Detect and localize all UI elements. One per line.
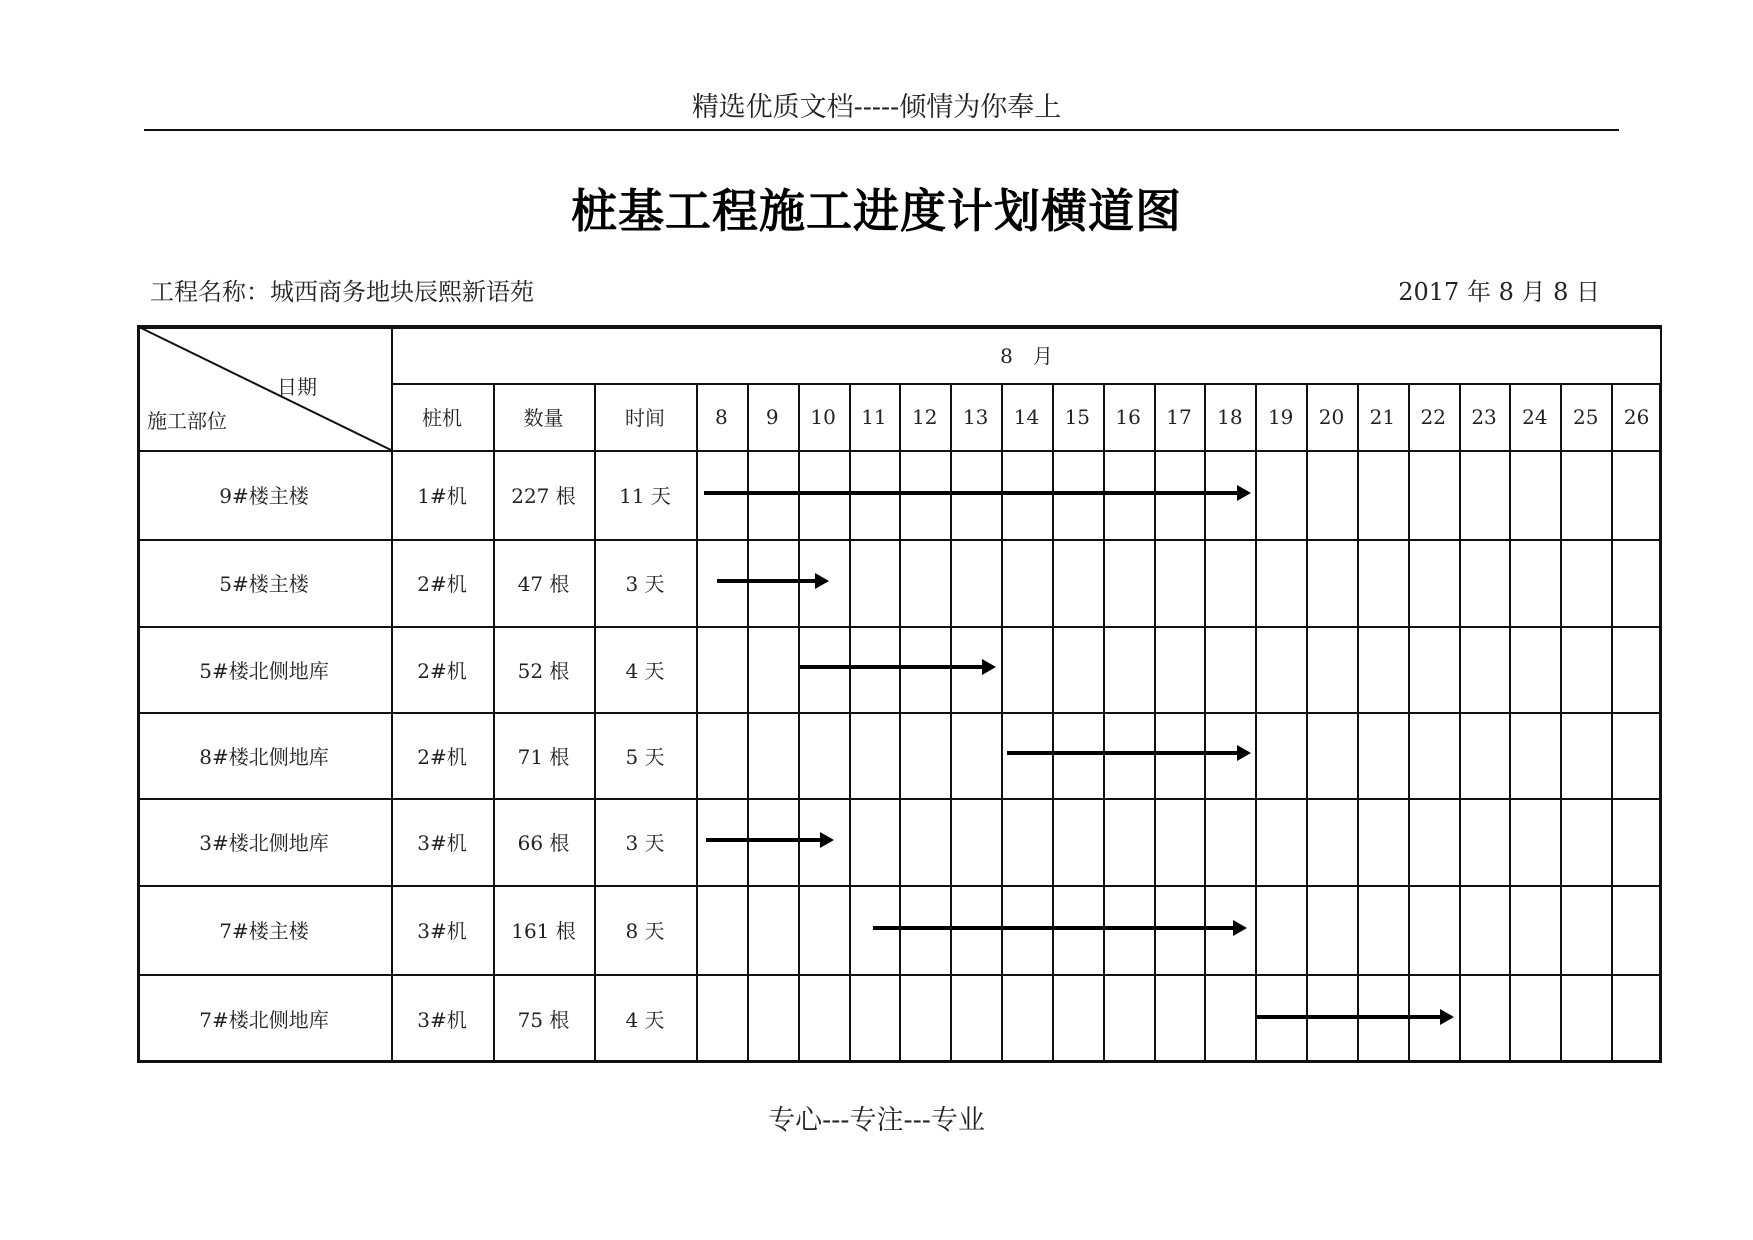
- column-divider: [696, 383, 698, 1063]
- cell-machine: 3#机: [417, 919, 467, 943]
- cell-quantity: 75 根: [517, 1008, 570, 1032]
- day-header: 25: [1573, 404, 1599, 429]
- schedule-bar-arrow: [717, 579, 817, 583]
- cell-duration: 4 天: [625, 658, 665, 683]
- day-column-divider: [1357, 383, 1359, 1063]
- border-right: [1659, 383, 1662, 1063]
- day-header: 12: [912, 404, 938, 429]
- day-column-divider: [1052, 383, 1054, 1063]
- cell-machine: 3#机: [417, 831, 467, 855]
- cell-quantity: 52 根: [517, 658, 570, 683]
- day-column-divider: [1459, 383, 1461, 1063]
- day-header: 18: [1217, 404, 1243, 429]
- document-date: 2017 年 8 月 8 日: [1398, 278, 1600, 306]
- schedule-bar-arrow: [798, 665, 984, 669]
- column-header-duration: 时间: [625, 406, 665, 430]
- cell-duration: 4 天: [625, 1008, 665, 1032]
- column-divider: [594, 383, 596, 1063]
- cell-machine: 2#机: [417, 572, 467, 596]
- cell-quantity: 47 根: [517, 572, 570, 596]
- day-column-divider: [798, 383, 800, 1063]
- day-header: 20: [1318, 404, 1345, 429]
- day-header: 22: [1420, 404, 1446, 429]
- day-column-divider: [1611, 383, 1613, 1063]
- cell-duration: 8 天: [625, 919, 665, 943]
- gantt-table: [137, 325, 1662, 1063]
- border-right-month: [1660, 325, 1662, 383]
- day-header: 16: [1115, 404, 1141, 429]
- cell-machine: 3#机: [417, 1008, 467, 1032]
- day-header: 19: [1267, 404, 1294, 429]
- month-divider: [391, 383, 1662, 385]
- cell-duration: 11 天: [619, 484, 671, 508]
- cell-machine: 2#机: [417, 744, 467, 769]
- cell-part: 5#楼北侧地库: [199, 658, 329, 683]
- cell-quantity: 66 根: [517, 831, 570, 855]
- corner-date-label: 日期: [277, 375, 317, 399]
- page-footer: 专心---专注---专业: [768, 1105, 985, 1136]
- cell-duration: 5 天: [625, 744, 665, 769]
- column-header-machine: 桩机: [422, 406, 462, 430]
- day-column-divider: [1154, 383, 1156, 1063]
- day-column-divider: [1001, 383, 1003, 1063]
- day-column-divider: [1509, 383, 1511, 1063]
- day-header: 11: [861, 404, 887, 429]
- day-header: 10: [810, 404, 836, 429]
- header-divider: [144, 129, 1619, 131]
- column-header-quantity: 数量: [523, 406, 564, 430]
- cell-duration: 3 天: [625, 831, 665, 855]
- day-header: 21: [1369, 404, 1396, 429]
- corner-part-label: 施工部位: [147, 409, 227, 433]
- day-column-divider: [899, 383, 901, 1063]
- page-header-slogan: 精选优质文档-----倾情为你奉上: [691, 92, 1062, 123]
- cell-quantity: 227 根: [511, 484, 576, 508]
- cell-part: 7#楼主楼: [219, 919, 309, 943]
- schedule-bar-arrow: [704, 491, 1239, 495]
- day-column-divider: [849, 383, 851, 1063]
- day-header: 17: [1166, 404, 1192, 429]
- cell-part: 8#楼北侧地库: [199, 744, 329, 769]
- cell-quantity: 161 根: [511, 919, 576, 943]
- day-column-divider: [1204, 383, 1206, 1063]
- day-header: 8: [715, 404, 728, 429]
- cell-quantity: 71 根: [517, 744, 570, 769]
- border-top: [137, 325, 1662, 329]
- day-header: 13: [962, 404, 989, 429]
- column-divider: [493, 383, 495, 1063]
- border-left: [137, 325, 140, 1063]
- day-column-divider: [1306, 383, 1308, 1063]
- day-header: 15: [1064, 404, 1091, 429]
- cell-part: 5#楼主楼: [219, 572, 309, 596]
- day-header: 14: [1013, 404, 1040, 429]
- day-column-divider: [1560, 383, 1562, 1063]
- schedule-bar-arrow: [1255, 1015, 1441, 1019]
- day-column-divider: [1255, 383, 1257, 1063]
- cell-duration: 3 天: [625, 572, 665, 596]
- day-column-divider: [950, 383, 952, 1063]
- schedule-bar-arrow: [706, 838, 822, 842]
- cell-machine: 1#机: [417, 484, 467, 508]
- column-divider: [391, 325, 393, 1063]
- day-header: 9: [765, 404, 779, 429]
- day-header: 26: [1623, 404, 1650, 429]
- day-column-divider: [1408, 383, 1410, 1063]
- day-header: 23: [1471, 404, 1497, 429]
- day-column-divider: [747, 383, 749, 1063]
- cell-part: 3#楼北侧地库: [199, 831, 329, 855]
- project-name: 工程名称：城西商务地块辰熙新语苑: [150, 278, 534, 306]
- cell-machine: 2#机: [417, 658, 467, 683]
- cell-part: 7#楼北侧地库: [199, 1008, 329, 1032]
- month-header: 8 月: [1000, 343, 1053, 368]
- day-column-divider: [1103, 383, 1105, 1063]
- day-header: 24: [1522, 404, 1548, 429]
- page-title: 桩基工程施工进度计划横道图: [571, 184, 1182, 238]
- cell-part: 9#楼主楼: [219, 484, 309, 508]
